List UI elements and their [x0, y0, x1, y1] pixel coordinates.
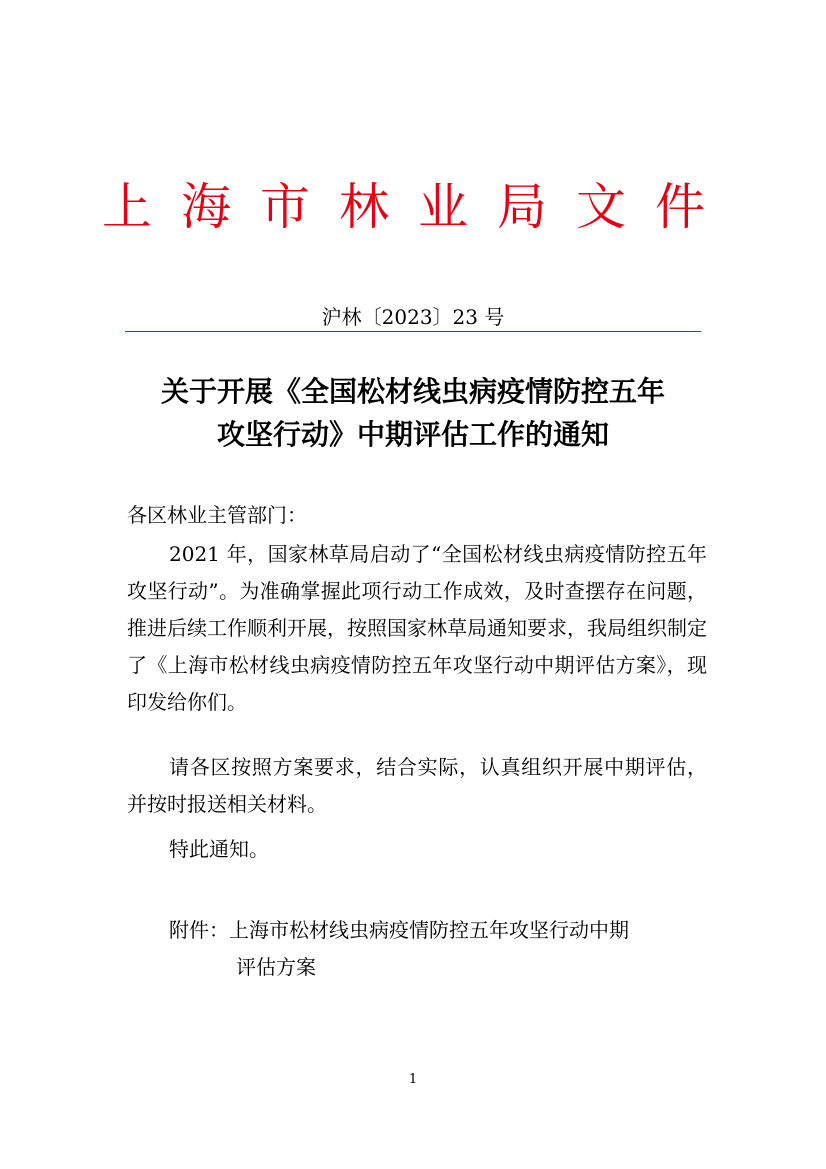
attachment-title-line-1: 上海市松材线虫病疫情防控五年攻坚行动中期 — [229, 918, 629, 942]
attachment-block — [169, 912, 709, 986]
attachment-label: 附件： — [169, 918, 229, 942]
body-paragraph-1: 2021 年，国家林草局启动了“全国松材线虫病疫情防控五年攻坚行动”。为准确掌握此项行动工作成效，及时查摆存在问题，推进后续工作顺利开展，按照国家林草局通知要求，我局组织制定了《上海市松材线虫病疫情防控五年攻坚行动中期评估方案》，现印发给你们。 — [127, 542, 707, 714]
red-divider-line — [125, 331, 701, 332]
document-header-title: 上海市林业局文件 — [102, 178, 734, 236]
closing-remark: 特此通知。 — [169, 837, 269, 861]
salutation: 各区林业主管部门： — [127, 503, 307, 527]
document-number: 沪林〔2023〕23 号 — [321, 305, 505, 329]
notice-title-line-1: 关于开展《全国松材线虫病疫情防控五年 — [160, 375, 665, 408]
notice-title-line-2: 攻坚行动》中期评估工作的通知 — [216, 418, 609, 451]
notice-title — [110, 370, 716, 456]
attachment-title-line-2: 评估方案 — [236, 955, 316, 979]
body-paragraph-2: 请各区按照方案要求，结合实际，认真组织开展中期评估，并按时报送相关材料。 — [127, 755, 707, 816]
page-number: 1 — [408, 1072, 418, 1087]
